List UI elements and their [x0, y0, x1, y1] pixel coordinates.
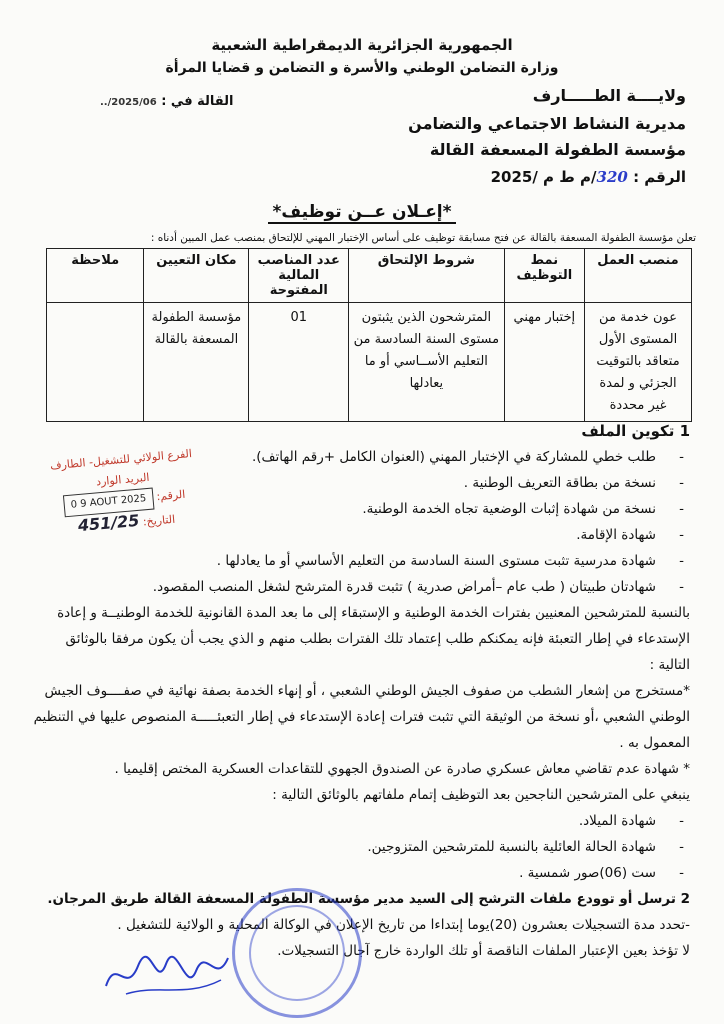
table-row [47, 303, 692, 422]
list-item: - شهادة مدرسية تثبت مستوى السنة السادسة من التعليم الأساسي أو ما يعادلها . [30, 548, 690, 574]
ref-number: 320 [596, 168, 628, 186]
stamp-office: الفرع الولائي للتشغيل- الطارف [49, 446, 193, 473]
stamp-date: 0 9 AOUT 2025 [63, 488, 154, 518]
stamp-ref-label: الرقم: [156, 487, 186, 504]
cell-place: مؤسسة الطفولة المسعفة بالقالة [144, 303, 249, 422]
registration-period-line: -تحدد مدة التسجيلات بعشرون (20)يوما إبتداءا من تاريخ الإعلان في الوكالة المحلية و الولائية للتشغيل . [117, 917, 690, 933]
directorate-name: مديرية النشاط الاجتماعي والتضامن [408, 114, 686, 133]
stamp-mail: البريد الوارد [95, 470, 150, 489]
header-note: ملاحظة [47, 249, 144, 303]
header-count: عدد المناصب المالية المفتوحة [249, 249, 349, 303]
list-item: - شهادة الحالة العائلية بالنسبة للمترشحين المتزوجين. [30, 834, 690, 860]
pension-paragraph: * شهادة عدم تقاضي معاش عسكري صادرة عن الصندوق الجهوي للتقاعدات العسكرية المختص إقليميا . [114, 761, 690, 777]
list-item: - شهادة الميلاد. [30, 808, 690, 834]
cell-mode: إختبار مهني [504, 303, 584, 422]
list-item: - طلب خطي للمشاركة في الإختبار المهني (العنوان الكامل +رقم الهاتف). [30, 444, 690, 470]
jobs-table [46, 248, 692, 422]
announcement-title: *إعـلان عــن توظيف* [0, 202, 724, 222]
army-paragraph: *مستخرج من إشعار الشطب من صفوف الجيش الوطني الشعبي ، أو إنهاء الخدمة بصفة نهائية في صفــــوف الجيش الوطني الشعبي ،أو نسخة من الوثيقة التي تثبت فترات إعادة الإستدعاء في إطار التعبئـــــة المنصوص عليها في التنظيم المعمول به . [33, 683, 690, 751]
place-date [100, 94, 233, 109]
submission-line: 2 ترسل أو توودع ملفات الترشح إلى السيد مدير مؤسسة الطفولة المسعفة القالة طريق المرجان. [47, 891, 690, 907]
signature [96, 936, 236, 1006]
cell-count: 01 [249, 303, 349, 422]
wilaya-name: ولايــــة الطـــــارف [532, 86, 686, 105]
successful-items-list [30, 808, 690, 886]
file-heading: 1 تكوين الملف [581, 422, 690, 440]
list-item: - نسخة من بطاقة التعريف الوطنية . [30, 470, 690, 496]
list-item: - شهادتان طبيتان ( طب عام –أمراض صدرية ) تثبت قدرة المترشح لشغل المنصب المقصود. [30, 574, 690, 600]
list-item: - نسخة من شهادة إثبات الوضعية تجاه الخدمة الوطنية. [30, 496, 690, 522]
header-conditions: شروط الإلتحاق [349, 249, 505, 303]
cell-note [47, 303, 144, 422]
place-label: القالة في : [161, 94, 234, 109]
stamp-number: 451/25 [77, 510, 141, 536]
ref-suffix: /م ط م /2025 [490, 168, 597, 186]
successful-paragraph: ينبغي على المترشحين الناجحين بعد التوظيف إتمام ملفاتهم بالوثائق التالية : [272, 787, 690, 803]
cell-conditions: المترشحون الذين يثبتون مستوى السنة السادسة من التعليم الأســاسي أو ما يعادلها [349, 303, 505, 422]
incomplete-files-line: لا تؤخذ بعين الإعتبار الملفات الناقصة أو تلك الواردة خارج آجال التسجيلات. [277, 943, 690, 959]
header-mode: نمط التوظيف [504, 249, 584, 303]
list-item: - ست (06)صور شمسية . [30, 860, 690, 886]
cell-post: عون خدمة من المستوى الأول متعاقد بالتوقيت الجزئي و لمدة غير محددة [585, 303, 692, 422]
received-stamp [36, 443, 215, 567]
republic-title: الجمهورية الجزائرية الديمقراطية الشعبية [211, 36, 513, 54]
announcement-intro: تعلن مؤسسة الطفولة المسعفة بالقالة عن فتح مسابقة توظيف على أساس الإختبار المهني للإلتحاق بمنصب عمل المبين أدناه : [150, 232, 696, 244]
reference-number [491, 168, 686, 186]
institution-name: مؤسسة الطفولة المسعفة القالة [429, 140, 686, 159]
reserve-paragraph: بالنسبة للمترشحين المعنيين بفترات الخدمة الوطنية و الإستبقاء إلى ما بعد المدة القانونية للخدمة الوطنيــة و إعادة الإستدعاء في إطار التعبئة فإنه يمكنكم طلب إعتماد تلك الفترات بطلب منهم و الذي يجب أن يكون مرفقا بالوثائق التالية : [57, 605, 690, 673]
list-item: - شهادة الإقامة. [30, 522, 690, 548]
table-header-row [47, 249, 692, 303]
stamp-date-label: التاريخ: [142, 512, 176, 529]
ref-prefix: الرقم : [633, 168, 686, 186]
date-value: 2025/06/.. [100, 97, 157, 108]
header-place: مكان التعيين [144, 249, 249, 303]
header-post: منصب العمل [585, 249, 692, 303]
ministry-title: وزارة التضامن الوطني والأسرة و التضامن و قضايا المرأة [165, 60, 559, 76]
official-round-stamp [232, 888, 362, 1018]
